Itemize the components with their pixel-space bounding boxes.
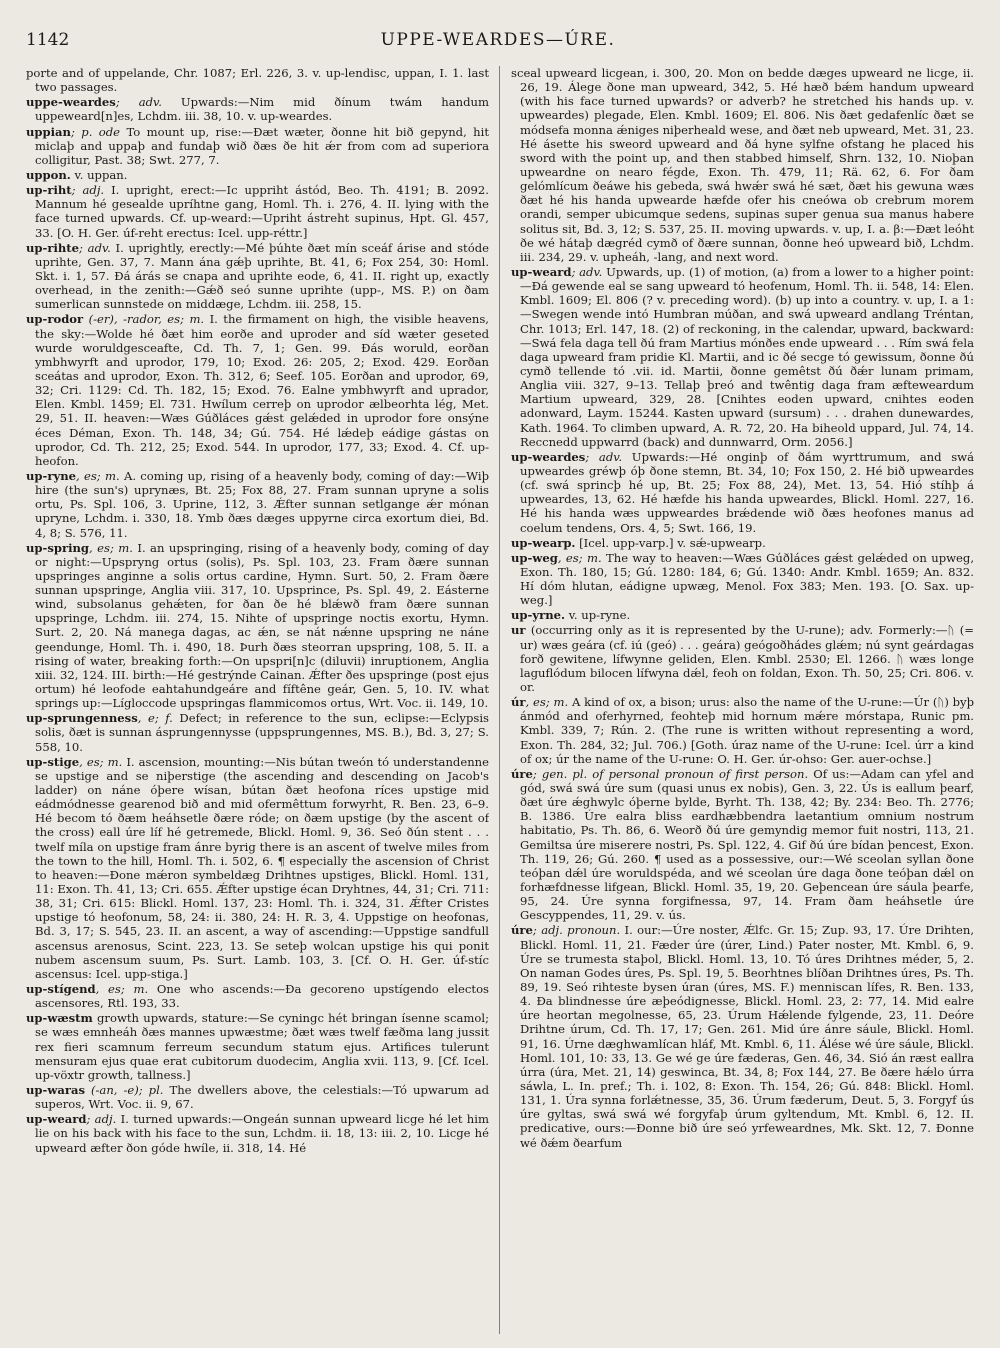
headword: úr: [511, 695, 526, 710]
dictionary-entry: [26, 125, 489, 167]
headword: up-waras: [26, 1082, 85, 1097]
headword: up-yrne.: [511, 608, 566, 623]
entry-text: One who ascends:—Ða gecoreno upstígendo electos ascensores, Rtl. 193, 33.: [35, 982, 489, 1011]
part-of-speech: , es; m.: [525, 695, 569, 710]
column-divider: [499, 66, 500, 1334]
entry-text: A. coming up, rising of a heavenly body, coming of day:—Wiþ hire (the sun's) uprynæs, Bt. 25; Fox 88, 27. Fram sunnan upryne a solis ortu, Ps. Spl. 106, 3. Uprine, 112, 3. Ǽfter sunnan setlgange ǽr mónan upryne, Lchdm. i. 330, 18. Ymb ðæs dæges uppyrne circa exortum diei, Bd. 4, 8; S. 576, 11.: [35, 468, 489, 540]
right-column: [511, 66, 974, 1334]
page-number: 1142: [26, 30, 70, 50]
part-of-speech: (-er), -rador, es; m.: [83, 312, 205, 327]
headword: uppe-weardes: [26, 95, 116, 110]
dictionary-entry: [511, 536, 974, 550]
dictionary-entry: [511, 608, 974, 622]
part-of-speech: (-an, -e); pl.: [85, 1082, 164, 1097]
dictionary-entry: [511, 450, 974, 535]
entry-text: I. our:—Úre noster, Ǽlfc. Gr. 15; Zup. 93, 17. Úre Drihten, Blickl. Homl. 11, 21. Fæder úre (úrer, Lind.) Pater noster, Mt. Kmbl. 6, 9. Úre se trumesta staþol, Blickl. Homl. 13, 10. Tó úres Drihtnes méder, 5, 2. On naman Godes úres, Ps. Spl. 19, 5. Beorhtnes blíðan Drihtnes úres, Ps. Th. 89, 19. Seó rihteste bysen úran (úres, MS. F.) menniscan lífes, R. Ben. 133, 4. Ða blindnesse úre æþeódignesse, Blickl. Homl. 23, 2: 77, 14. Mid ealre úre heortan megolnesse, 65, 23. Úrum Hǽlende fylgende, 23, 11. Deóre Drihtne úrum, Cd. Th. 17, 17; Gen. 261. Mid úre ánre sáule, Blickl. Homl. 91, 16. Úrne dæghwamlícan hláf, Mt. Kmbl. 6, 11. Álése wé úre sáule, Blickl. Homl. 101, 10: 33, 13. Ge wé ge úre fæderas, Gen. 46, 34. Sió án ræst eallra úrra (úra, Met. 21, 14) geswinca, Bt. 34, 8; Fox 144, 27. Be ðære hǽlo úrra sáwla, L. In. pref.; Th. i. 102, 8: Exon. Th. 154, 26; Gú. 848: Blickl. Homl. 131, 1. Úra synna forlǽtnesse, 35, 36. Úrum fæderum, Deut. 5, 3. Forgyf ús úre gyltas, swá swá wé forgyfaþ úrum gyltendum, Mt. Kmbl. 6, 12. II. predicative, ours:—Ðonne bið úre seó yrfeweardnes, Mk. Skt. 12, 7. Ðonne wé ðǽm ðearfum: [520, 923, 974, 1150]
part-of-speech: ; adj.: [86, 1112, 117, 1127]
dictionary-entry: [26, 183, 489, 240]
headword: up-weard: [511, 264, 572, 279]
part-of-speech: , e; f.: [137, 711, 173, 726]
entry-text: Upwards:—Hé onginþ of ðám wyrttrumum, and swá upweardes gréwþ óþ ðone stemn, Bt. 34, 10; Fox 150, 2. Hé bið upweardes (cf. swá sprincþ hé up, Bt. 25; Fox 88, 24), Met. 13, 54. Hió stíhþ á upweardes, 13, 62. Hé hæfde his handa upweardes, Blickl. Homl. 227, 16. Hé his handa wæs uppweardes brǽdende wið ðæs heofones manus ad coelum tendens, Ors. 4, 5; Swt. 166, 19.: [520, 449, 974, 535]
dictionary-entry: [26, 66, 489, 94]
entry-text: Upwards:—Nim mid ðínum twám handum uppeweard[n]es, Lchdm. iii. 38, 10. v. up-weardes.: [35, 95, 489, 124]
dictionary-entry: [511, 623, 974, 694]
dictionary-entry: [511, 695, 974, 766]
entry-text: v. up-ryne.: [565, 608, 631, 623]
entry-text: To mount up, rise:—Ðæt wæter, ðonne hit bið gepynd, hit miclaþ and uppaþ and fundaþ wið ðæs ðe hit ǽr from com ad superiora colligitur, Past. 38; Swt. 277, 7.: [35, 124, 489, 167]
entry-text: I. upright, erect:—Ic uppriht ástód, Beo. Th. 4191; B. 2092. Mannum hé gesealde upríhtne gang, Homl. Th. i. 276, 4. II. lying with the face turned upwards. Cf. up-weard:—Upriht ástreht supinus, Hpt. Gl. 457, 33. [O. H. Ger. úf-reht erectus: Icel. upp-réttr.]: [35, 183, 489, 240]
entry-text: (occurring only as it is represented by the U-rune); adv. Formerly:—ᚢ (= ur) wæs geára (cf. iú (geó) . . . geára) geógoðhádes glǽm; nú synt geárdagas forð gewitene, lífwynne geliden, Elen. Kmbl. 2530; El. 1266. ᚢ wæs longe laguflódum bilocen lífwyna dǽl, feoh on foldan, Exon. Th. 50, 25; Cri. 806. v. or.: [520, 623, 974, 695]
part-of-speech: ; adv.: [79, 240, 111, 255]
entry-text: I. the firmament on high, the visible heavens, the sky:—Wolde hé ðæt him eorðe and uproder and síd wæter geseted wurde woruldgesceafte, Cd. Th. 7, 1; Gen. 99. Ðás woruld, eorðan ymbhwyrft and uprodor, 179, 10; Exod. 26: 205, 2; Exod. 429. Eorðan sceátas and uprodor, Exon. Th. 312, 6; Seef. 105. Eorðan and uprodor, 69, 32; Cri. 1129: Cd. Th. 182, 15; Exod. 76. Ealne ymbhwyrft and uprador, Elen. Kmbl. 1459; El. 731. Hwílum cerreþ on uprodor ælbeorhta lég, Met. 29, 51. II. heaven:—Wæs Gúðláces gǽst gelǽded in uprodor fore onsýne éces Déman, Exon. Th. 148, 34; Gú. 754. Hé lǽdeþ eádige gástas on uprodor, Cd. Th. 212, 25; Exod. 544. In uprodor, 177, 33; Exod. 4. Cf. up-heofon.: [35, 312, 489, 468]
entry-text: Of us:—Adam can yfel and gód, swá swá úre sum (quasi unus ex nobis), Gen. 3, 22. Ús is eallum þearf, ðæt úre ǽghwylc óþerne bylde, Byrht. Th. 138, 42; By. 234: Beo. Th. 2776; B. 1386. Úre ealra bliss eardhæbbendra laetantium omnium nostrum habitatio, Ps. Th. 86, 6. Weorð ðú úre gemyndig memor fuit nostri, 113, 21. Gemiltsa úre miserere nostri, Ps. Spl. 122, 4. Gif ðú úre bídan þencest, Exon. Th. 119, 26; Gú. 260. ¶ used as a possessive, our:—Wé sceolan syllan ðone teóþan dǽl úre woruldspéda, and wé sceolan úre daga ðone teóþan dǽl on forhæfdnesse lifgean, Blickl. Homl. 35, 19, 20. Geþencean úre sáula þearfe, 95, 24. Úre synna forgifnessa, 97, 14. Fram ðam heáhsetle úre Gescyppendes, 11, 29. v. ús.: [520, 766, 974, 923]
entry-text: growth upwards, stature:—Se cyningc hét bringan ísenne scamol; se wæs emnheáh ðæs mannes upwæstme; ðæt wæs twelf fæðma lang jussit rex fieri scamnum ferreum secundum statum ejus. Artifices tulerunt mensuram ejus quae erat cubitorum duodecim, Anglia xvii. 113, 9. [Cf. Icel. up-vöxtr growth, tallness.]: [35, 1011, 489, 1082]
entry-text: I. uprightly, erectly:—Mé þúhte ðæt mín sceáf árise and stóde uprihte, Gen. 37, 7. Mann ána gǽþ uprihte, Bt. 41, 6; Fox 254, 30: Homl. Skt. i. 1, 57. Ðá árás se cnapa and uprihte eode, 6, 41. II. right up, exactly overhead, in the zenith:—Gǽð seó sunne uprihte (upp-, MS. P.) on ðam sumerlican sunnstede on middæge, Lchdm. iii. 258, 15.: [35, 240, 489, 312]
headword: up-stígend: [26, 982, 96, 996]
part-of-speech: , es; m.: [95, 982, 149, 996]
entry-text: v. uppan.: [70, 167, 128, 182]
headword: úre: [511, 923, 533, 938]
headword: úre: [511, 766, 533, 781]
dictionary-entry: [511, 66, 974, 264]
part-of-speech: ; gen. pl. of personal pronoun of first person.: [532, 766, 809, 781]
left-column: [26, 66, 489, 1334]
headword: uppon.: [26, 167, 71, 182]
dictionary-entry: [26, 1083, 489, 1111]
headword: up-sprungenness: [26, 711, 138, 726]
part-of-speech: ; adj.: [71, 183, 105, 198]
dictionary-entry: [26, 469, 489, 540]
headword: ur: [511, 623, 526, 638]
dictionary-entry: [26, 982, 489, 1010]
entry-text: porte and of uppelande, Chr. 1087; Erl. 226, 3. v. up-lendisc, uppan, I. 1. last two passages.: [26, 66, 489, 95]
dictionary-entry: [26, 95, 489, 123]
entry-text: Defect; in reference to the sun, eclipse:—Eclypsis solis, ðæt is sunnan ásprungennysse (uppsprungennes, MS. B.), Bd. 3, 27; S. 558, 10.: [35, 711, 489, 754]
entry-text: A kind of ox, a bison; urus: also the name of the U-rune:—Úr (ᚢ) byþ ánmód and oferhyrned, feohteþ mid hornum mǽre mórstapa, Runic pm. Kmbl. 339, 7; Rún. 2. (The rune is written without representing a word, Exon. Th. 284, 32; Jul. 706.) [Goth. úraz name of the U-rune: Icel. úrr a kind of ox; úr the name of the U-rune: O. H. Ger. úr-ohso: Ger. auer-ochse.]: [520, 695, 974, 766]
part-of-speech: ; adj. pronoun.: [532, 923, 621, 938]
dictionary-entry: [26, 1112, 489, 1154]
headword: uppian: [26, 124, 71, 139]
part-of-speech: ; adv.: [585, 449, 623, 464]
part-of-speech: ; adv.: [571, 264, 603, 279]
entry-text: I. ascension, mounting:—Nis bútan tweón tó understandenne se upstige and se niþerstige (the ascending and descending on Jacob's ladder) on náne óþere wísan, bútan ðæt heofona ríces upstige mid eádmódnesse gearenod bið and mid ofermêttum forwyrht, R. Ben. 23, 6–9. Hé becom tó ðæm heáhsetle ðære róde; on ðæm upstige (by the ascent of the cross) eall úre líf hé getremede, Blickl. Homl. 9, 36. Seó ðún stent . . . twelf míla on upstige fram ánre byrig there is an ascent of twelve miles from the town to the hill, Homl. Th. i. 502, 6. ¶ especially the ascension of Christ to heaven:—Ðone mǽron symbeldæg Drihtnes upstiges, Blickl. Homl. 131, 11: Exon. Th. 41, 13; Cri. 655. Ǽfter upstige écan Dryhtnes, 44, 31; Cri. 711: 38, 31; Cri. 615: Blickl. Homl. 137, 23: Homl. Th. i. 324, 31. Ǽfter Cristes upstige tó heofonum, 58, 24: ii. 380, 24: H. R. 3, 4. Uppstige on heofonas, Bd. 3, 17; S. 545, 23. II. an ascent, a way of ascending:—Uppstige sandfull ascensus arenosus, Scint. 223, 13. Se seteþ wolcan upstige his qui ponit nubem ascensum suum, Ps. Surt. Lamb. 103, 3. [Cf. O. H. Ger. úf-stíc ascensus: Icel. upp-stiga.]: [35, 754, 489, 981]
entry-text: sceal upweard licgean, i. 300, 20. Mon on bedde dæges upweard ne licge, ii. 26, 19. Álege ðone man upweard, 342, 5. Hé hæð bǽm handum upweard (with his face turned upwards? or adverb? he stretched his hands up. v. upweardes) plegade, Elen. Kmbl. 1609; El. 806. Nis ðæt gedafenlíc ðæt se módsefa monna ǽniges niþerheald wese, and ðæt neb upweard, Met. 31, 23. Hé ásette his sweord upweard and ðá hyne sylfne ofstang he placed his sword with the point up, and then stabbed himself, Shrn. 132, 10. Nioþan upweardne on nearo fégde, Exon. Th. 479, 11; Rä. 62, 6. For ðam gelómlícum ðeáwe his gebeda, swá hwǽr swá hé sæt, ðæt his gewuna wæs ðæt hé his handa upwearde hæfde ofer his cneówa ob crebrum morem orandi, semper ubicumque sedens, supinas super genua sua manus habere solitus sit, Bd. 3, 12; S. 537, 25. II. moving upwards. v. up, I. a. β:—Ðæt leóht ðe wé hátaþ dægréd cymð of ðære sunnan, ðonne heó upweard bið, Lchdm. iii. 234, 29. v. upheáh, -lang, and next word.: [511, 66, 974, 264]
headword: up-rihte: [26, 240, 80, 255]
dictionary-entry: [26, 755, 489, 981]
headword: up-weard: [26, 1112, 87, 1127]
entry-text: The dwellers above, the celestials:—Tó upwarum ad superos, Wrt. Voc. ii. 9, 67.: [35, 1082, 489, 1112]
dictionary-entry: [26, 1011, 489, 1082]
entry-text: I. turned upwards:—Ongeán sunnan upweard licge hé let him lie on his back with his face to the sun, Lchdm. ii. 18, 13: iii. 2, 10. Licge hé upweard æfter ðon góde hwíle, ii. 318, 14. Hé: [35, 1112, 489, 1155]
page-header: [26, 30, 970, 70]
entry-text: I. an upspringing, rising of a heavenly body, coming of day or night:—Upspryng ortus (solis), Ps. Spl. 103, 23. Fram ðære sunnan upspringes anginne a solis ortus cardine, Hymn. Surt. 50, 2. Fram ðære sunnan upspringe, Anglia viii. 317, 10. Upsprince, Ps. Spl. 49, 2. Eásterne wind, subsolanus gehǽten, for ðan ðe hé blǽwð fram ðære sunnan upspringe, Lchdm. iii. 274, 15. Nihte of upspringe noctis exortu, Hymn. Surt. 2, 20. Ná manega dagas, ac ǽn, se nát nǽnne upspring ne náne geendunge, Homl. Th. i. 490, 18. Þurh ðæs steorran upspring, 108, 5. II. a rising of water, breaking forth:—On upspri[n]c (diluvii) inruptionem, Anglia xiii. 32, 124. III. birth:—Hé gestrýnde Cainan. Ǽfter ðes upspringe (post ejus ortum) hé leofode eahtahundgeáre and fíftêne geár, Gen. 5, 10. IV. what springs up:—Lígloccode upspringas flammicomos ortus, Wrt. Voc. ii. 149, 10.: [35, 540, 489, 711]
headword: up-spring: [26, 540, 90, 555]
dictionary-entry: [511, 265, 974, 449]
headword: up-ryne: [26, 468, 76, 483]
headword: up-wæstm: [26, 1011, 93, 1026]
dictionary-entry: [26, 168, 489, 182]
part-of-speech: , es; m.: [76, 468, 120, 483]
part-of-speech: , es; m.: [89, 540, 133, 555]
part-of-speech: ; adv.: [115, 95, 162, 110]
entry-text: Upwards, up. (1) of motion, (a) from a lower to a higher point:—Ðá gewende eal se sang upweard tó heofenum, Homl. Th. ii. 548, 14: Elen. Kmbl. 1609; El. 806 (? v. preceding word). (b) up into a country. v. up, I. a 1:—Swegen wende intó Humbran múðan, and swá upweard andlang Tréntan, Chr. 1013; Erl. 147, 18. (2) of reckoning, in the calendar, upward, backward:—Swá fela daga tell ðú fram Martius mónðes ende upweard . . . Rím swá fela daga upweard fram pridie Kl. Martii, and ic ðé secge tó gewissum, ðonne ðú cymð tellende tó .vii. id. Martii, ðonne gemêtst ðú ðǽr lunam primam, Anglia viii. 327, 9–13. Tellaþ þreó and twêntig daga fram æfteweardum Martium upweard, 329, 28. [Cnihtes eoden upward, cnihtes eoden adonward, Laym. 15244. Kasten upward (sursum) . . . drahen dunewardes, Kath. 1964. To climben upward, A. R. 72, 20. Ha biheold uppard, Jul. 74, 14. Reccnedd uppwarrd (back) and dunnwarrd, Orm. 2056.]: [520, 264, 974, 449]
part-of-speech: , es; m.: [79, 754, 123, 769]
headword: up-weg: [511, 550, 558, 565]
headword: up-stige: [26, 754, 80, 769]
part-of-speech: , es; m.: [557, 550, 602, 565]
headword: up-weardes: [511, 449, 586, 464]
dictionary-entry: [26, 541, 489, 711]
part-of-speech: ; p. ode: [71, 124, 121, 139]
dictionary-entry: [26, 241, 489, 312]
headword: up-riht: [26, 183, 72, 198]
dictionary-entry: [511, 767, 974, 923]
dictionary-entry: [511, 923, 974, 1149]
headword: up-rodor: [26, 312, 84, 327]
running-head: UPPE-WEARDES—ÚRE.: [380, 30, 616, 50]
dictionary-entry: [26, 711, 489, 753]
text-columns: [26, 66, 974, 1334]
entry-text: The way to heaven:—Wæs Gúðláces gǽst gelǽded on upweg, Exon. Th. 180, 15; Gú. 1280: 184, 6; Gú. 1340: Andr. Kmbl. 1659; An. 832. Hí dóm hlutan, eádigne upwæg, Menol. Fox 383; Men. 193. [O. Sax. up-weg.]: [520, 550, 974, 608]
headword: up-wearp.: [511, 535, 576, 550]
entry-text: [Icel. upp-varp.] v. sǽ-upwearp.: [575, 535, 766, 550]
dictionary-entry: [511, 551, 974, 608]
dictionary-entry: [26, 312, 489, 468]
